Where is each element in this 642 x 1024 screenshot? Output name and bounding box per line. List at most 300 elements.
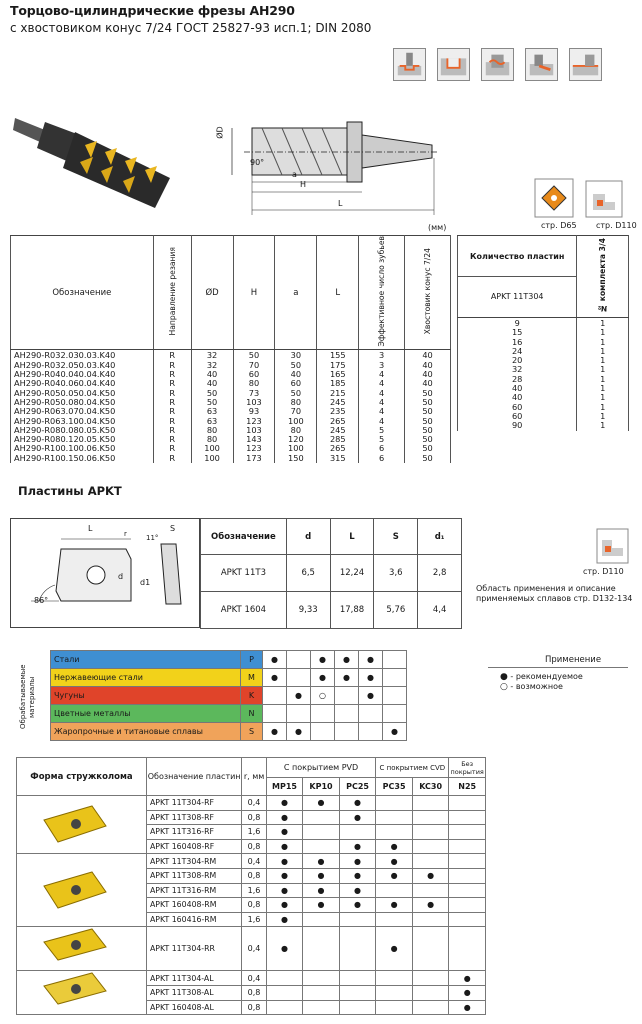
cell: ● bbox=[266, 839, 303, 854]
apkt-label-a2: 86° bbox=[34, 596, 49, 605]
apkt-r1-c1: 9,33 bbox=[286, 592, 330, 629]
insert-al-icon bbox=[40, 968, 110, 1008]
material-dot: ○ bbox=[311, 687, 335, 705]
cell: 50 bbox=[405, 389, 451, 398]
th-cvd: С покрытием CVD bbox=[376, 758, 449, 778]
cell: APKT 11T308-RM bbox=[146, 868, 241, 883]
apkt-title: Пластины APKT bbox=[18, 484, 122, 498]
grade-col-mp15: MP15 bbox=[266, 778, 303, 796]
cell: 50 bbox=[405, 444, 451, 453]
label-h: H bbox=[300, 180, 307, 189]
cell: 40 bbox=[191, 379, 233, 388]
cell bbox=[376, 912, 413, 927]
cell bbox=[412, 825, 449, 840]
cell: APKT 11T308-AL bbox=[146, 985, 241, 1000]
cell: ● bbox=[303, 854, 340, 869]
insert-rf-icon bbox=[40, 800, 110, 846]
cell: 40 bbox=[191, 370, 233, 379]
application-chart-icon bbox=[585, 180, 623, 218]
apkt-label-a1: 11° bbox=[146, 534, 159, 542]
th-set: № комплекта 3/4 bbox=[598, 237, 608, 313]
cell: APKT 11T304-AL bbox=[146, 971, 241, 986]
material-dot bbox=[287, 651, 311, 669]
cell: 1 bbox=[577, 421, 629, 430]
cell: APKT 11T316-RF bbox=[146, 825, 241, 840]
ref-d110-2: стр. D110 bbox=[583, 567, 624, 576]
cell: AH290-R063.100.04.K50 bbox=[11, 417, 154, 426]
cell: 60 bbox=[275, 379, 317, 388]
cell bbox=[449, 927, 486, 971]
th-r: r, мм bbox=[242, 758, 266, 796]
legend-rec-row bbox=[500, 672, 583, 683]
cell: 40 bbox=[458, 384, 577, 393]
cell bbox=[412, 854, 449, 869]
cell bbox=[266, 971, 303, 986]
cell bbox=[339, 985, 376, 1000]
material-dot bbox=[287, 669, 311, 687]
cell: ● bbox=[449, 985, 486, 1000]
cell: 1 bbox=[577, 365, 629, 374]
cell: 50 bbox=[405, 398, 451, 407]
cell bbox=[303, 971, 340, 986]
material-dot: ● bbox=[287, 687, 311, 705]
cell bbox=[339, 1000, 376, 1015]
th-d: ØD bbox=[191, 236, 233, 350]
apkt-r0-c2: 12,24 bbox=[330, 555, 374, 592]
cell: 70 bbox=[275, 407, 317, 416]
material-dot: ● bbox=[263, 651, 287, 669]
material-dot bbox=[383, 687, 407, 705]
cell bbox=[412, 810, 449, 825]
cell: R bbox=[153, 350, 191, 361]
material-dot: ● bbox=[263, 723, 287, 741]
cell: R bbox=[153, 435, 191, 444]
cell bbox=[412, 796, 449, 811]
cell: AH290-R040.060.04.K40 bbox=[11, 379, 154, 388]
cell bbox=[303, 985, 340, 1000]
cell bbox=[303, 810, 340, 825]
insert-qty-table bbox=[457, 235, 629, 431]
cell: ● bbox=[266, 927, 303, 971]
cell bbox=[339, 912, 376, 927]
cell: ● bbox=[303, 796, 340, 811]
apkt-th-3: S bbox=[374, 519, 418, 555]
material-dot: ● bbox=[335, 651, 359, 669]
page-subtitle: с хвостовиком конус 7/24 ГОСТ 25827-93 исп.1; DIN 2080 bbox=[10, 21, 372, 35]
cell: 50 bbox=[405, 417, 451, 426]
material-row bbox=[51, 669, 407, 687]
cell: ● bbox=[449, 1000, 486, 1015]
cell: ● bbox=[266, 912, 303, 927]
cell: R bbox=[153, 379, 191, 388]
apkt-r0-c1: 6,5 bbox=[286, 555, 330, 592]
cell: 185 bbox=[317, 379, 359, 388]
cell bbox=[339, 825, 376, 840]
apkt-r1-c0: APKT 1604 bbox=[201, 592, 287, 629]
face-milling-icon bbox=[393, 48, 426, 81]
label-l: L bbox=[338, 199, 343, 208]
cell: 1 bbox=[577, 318, 629, 329]
cell: 80 bbox=[275, 426, 317, 435]
cell: 1 bbox=[577, 403, 629, 412]
cell: ● bbox=[266, 825, 303, 840]
cell: 60 bbox=[458, 403, 577, 412]
cell: 4 bbox=[359, 379, 405, 388]
cell: 50 bbox=[405, 454, 451, 463]
cell: 0,4 bbox=[242, 796, 266, 811]
label-d: ØD bbox=[215, 126, 225, 139]
material-name: Нержавеющие стали bbox=[51, 669, 241, 687]
cell: ● bbox=[376, 898, 413, 913]
cell: AH290-R040.040.04.K40 bbox=[11, 370, 154, 379]
cell: 0,4 bbox=[242, 927, 266, 971]
label-angle: 90° bbox=[250, 158, 265, 167]
cell: R bbox=[153, 389, 191, 398]
cell bbox=[412, 927, 449, 971]
cell: 40 bbox=[405, 361, 451, 370]
material-name: Цветные металлы bbox=[51, 705, 241, 723]
unit-label: (мм) bbox=[428, 223, 447, 232]
cell: 315 bbox=[317, 454, 359, 463]
cell: APKT 160408-RM bbox=[146, 898, 241, 913]
cell: ● bbox=[266, 868, 303, 883]
cell: ● bbox=[376, 839, 413, 854]
cell: 32 bbox=[191, 350, 233, 361]
cell bbox=[376, 825, 413, 840]
material-dot: ● bbox=[383, 723, 407, 741]
apkt-label-r: r bbox=[124, 530, 127, 538]
apkt-r1-c2: 17,88 bbox=[330, 592, 374, 629]
grade-col-pc25: PC25 bbox=[339, 778, 376, 796]
cell: 100 bbox=[275, 417, 317, 426]
cell: 265 bbox=[317, 417, 359, 426]
cell bbox=[449, 898, 486, 913]
insert-drawing bbox=[11, 519, 199, 627]
cell: 6 bbox=[359, 444, 405, 453]
cell: 143 bbox=[233, 435, 275, 444]
cell: AH290-R032.050.03.K40 bbox=[11, 361, 154, 370]
cell bbox=[303, 1000, 340, 1015]
material-row bbox=[51, 651, 407, 669]
cell: 103 bbox=[233, 426, 275, 435]
cell: APKT 11T304-RM bbox=[146, 854, 241, 869]
material-dot: ● bbox=[311, 669, 335, 687]
cell: 1 bbox=[577, 347, 629, 356]
cell: AH290-R032.030.03.K40 bbox=[11, 350, 154, 361]
cell: 32 bbox=[458, 365, 577, 374]
application-chart-icon-2 bbox=[596, 528, 629, 564]
cell: R bbox=[153, 370, 191, 379]
cell: APKT 11T316-RM bbox=[146, 883, 241, 898]
page-title: Торцово-цилиндрические фрезы AH290 bbox=[10, 3, 295, 18]
apkt-note: Область применения и описание применяемых сплавов стр. D132-134 bbox=[476, 584, 633, 603]
cell: ● bbox=[376, 868, 413, 883]
cell: 40 bbox=[405, 370, 451, 379]
material-name: Жаропрочные и титановые сплавы bbox=[51, 723, 241, 741]
insert-rr-icon bbox=[40, 924, 110, 964]
material-dot bbox=[311, 705, 335, 723]
apkt-r1-c4: 4,4 bbox=[418, 592, 462, 629]
insert-rm-icon bbox=[40, 866, 110, 912]
cell: 0,8 bbox=[242, 810, 266, 825]
cell: 32 bbox=[191, 361, 233, 370]
cell bbox=[303, 839, 340, 854]
cell: 285 bbox=[317, 435, 359, 444]
apkt-th-2: L bbox=[330, 519, 374, 555]
cell: AH290-R063.070.04.K50 bbox=[11, 407, 154, 416]
insert-shape-icon bbox=[534, 178, 574, 218]
cell bbox=[412, 883, 449, 898]
material-dot bbox=[359, 723, 383, 741]
cell: 245 bbox=[317, 426, 359, 435]
cell bbox=[412, 912, 449, 927]
material-code: P bbox=[241, 651, 263, 669]
main-table bbox=[10, 235, 451, 463]
cell: 1 bbox=[577, 328, 629, 337]
cell: 63 bbox=[191, 407, 233, 416]
cell: AH290-R100.100.06.K50 bbox=[11, 444, 154, 453]
slot-milling-icon bbox=[437, 48, 470, 81]
cell: ● bbox=[339, 854, 376, 869]
cell: 103 bbox=[233, 398, 275, 407]
material-dot: ● bbox=[335, 669, 359, 687]
apkt-label-s: S bbox=[170, 524, 176, 533]
cell: 80 bbox=[233, 379, 275, 388]
cell: R bbox=[153, 444, 191, 453]
cell: 40 bbox=[458, 393, 577, 402]
material-dot: ● bbox=[359, 687, 383, 705]
cell: 4 bbox=[359, 417, 405, 426]
cell: 50 bbox=[191, 389, 233, 398]
cell: 50 bbox=[275, 389, 317, 398]
cell: ● bbox=[412, 868, 449, 883]
cell: 80 bbox=[191, 426, 233, 435]
cell bbox=[266, 1000, 303, 1015]
cell: 50 bbox=[275, 361, 317, 370]
cell: 4 bbox=[359, 389, 405, 398]
ramping-icon bbox=[525, 48, 558, 81]
cell: AH290-R100.150.06.K50 bbox=[11, 454, 154, 463]
cell: 1 bbox=[577, 384, 629, 393]
legend-pos-row bbox=[500, 682, 563, 693]
th-designation: Обозначение bbox=[11, 236, 154, 350]
cell: 1 bbox=[577, 356, 629, 365]
apkt-label-d: d bbox=[118, 572, 124, 581]
cell bbox=[449, 868, 486, 883]
grade-col-kp10: KP10 bbox=[303, 778, 340, 796]
table-row bbox=[11, 454, 451, 463]
cell: APKT 160408-RF bbox=[146, 839, 241, 854]
cell bbox=[449, 883, 486, 898]
cell: 40 bbox=[405, 350, 451, 361]
material-code: N bbox=[241, 705, 263, 723]
th-pvd: С покрытием PVD bbox=[266, 758, 376, 778]
cell bbox=[376, 796, 413, 811]
material-row bbox=[51, 723, 407, 741]
cell: 5 bbox=[359, 435, 405, 444]
cell: ● bbox=[266, 898, 303, 913]
apkt-label-l: L bbox=[88, 524, 93, 533]
cell: 60 bbox=[233, 370, 275, 379]
table-row bbox=[458, 421, 629, 430]
cell: 70 bbox=[233, 361, 275, 370]
material-code: K bbox=[241, 687, 263, 705]
materials-table bbox=[50, 650, 407, 741]
cell: R bbox=[153, 417, 191, 426]
cell: 40 bbox=[405, 379, 451, 388]
cell: 6 bbox=[359, 454, 405, 463]
cell bbox=[449, 854, 486, 869]
cell: 4 bbox=[359, 398, 405, 407]
cell: APKT 11T304-RF bbox=[146, 796, 241, 811]
cell: ● bbox=[266, 796, 303, 811]
cell: R bbox=[153, 426, 191, 435]
cell bbox=[339, 971, 376, 986]
cell: 1,6 bbox=[242, 825, 266, 840]
cell: 100 bbox=[191, 444, 233, 453]
apkt-drawing-box bbox=[10, 518, 200, 628]
cell: 9 bbox=[458, 318, 577, 329]
cell: 50 bbox=[191, 398, 233, 407]
grade-col-n25: N25 bbox=[449, 778, 486, 796]
cell bbox=[449, 810, 486, 825]
cell: 0,8 bbox=[242, 868, 266, 883]
cell: R bbox=[153, 361, 191, 370]
label-a: a bbox=[292, 170, 297, 179]
materials-side-box bbox=[16, 650, 44, 744]
cell: 50 bbox=[405, 407, 451, 416]
cell bbox=[376, 985, 413, 1000]
legend-divider bbox=[488, 667, 628, 668]
cell: 3 bbox=[359, 350, 405, 361]
cell: 0,4 bbox=[242, 971, 266, 986]
cell bbox=[412, 971, 449, 986]
cell: ● bbox=[339, 883, 376, 898]
cell bbox=[376, 883, 413, 898]
cell: ● bbox=[339, 868, 376, 883]
cell: 120 bbox=[275, 435, 317, 444]
cell: ● bbox=[339, 839, 376, 854]
cell: 0,8 bbox=[242, 898, 266, 913]
cell: ● bbox=[266, 854, 303, 869]
th-shank: Хвостовик конус 7/24 bbox=[423, 248, 433, 335]
cell: 1 bbox=[577, 412, 629, 421]
cell: 1,6 bbox=[242, 912, 266, 927]
cell bbox=[376, 810, 413, 825]
apkt-r0-c4: 2,8 bbox=[418, 555, 462, 592]
cell: 165 bbox=[317, 370, 359, 379]
cell: 4 bbox=[359, 407, 405, 416]
apkt-r1-c3: 5,76 bbox=[374, 592, 418, 629]
cell: 80 bbox=[191, 435, 233, 444]
th-teeth: Эффективное число зубьев bbox=[377, 236, 387, 347]
cell: 73 bbox=[233, 389, 275, 398]
legend-title: Применение bbox=[545, 655, 602, 665]
cell: 155 bbox=[317, 350, 359, 361]
cell: ● bbox=[303, 883, 340, 898]
cell: 50 bbox=[405, 435, 451, 444]
cell: ● bbox=[303, 898, 340, 913]
materials-side-label: Обрабатываемые материалы bbox=[19, 664, 36, 730]
th-qty: Количество пластин bbox=[458, 236, 576, 277]
apkt-th-4: d₁ bbox=[418, 519, 462, 555]
cell: 24 bbox=[458, 347, 577, 356]
cell: 90 bbox=[458, 421, 577, 430]
cell: R bbox=[153, 407, 191, 416]
cell bbox=[449, 796, 486, 811]
cell: 30 bbox=[275, 350, 317, 361]
cell: ● bbox=[412, 898, 449, 913]
apkt-r0-c3: 3,6 bbox=[374, 555, 418, 592]
ref-d110: стр. D110 bbox=[596, 221, 637, 230]
cell: 100 bbox=[191, 454, 233, 463]
cell: 100 bbox=[275, 444, 317, 453]
cell: 3 bbox=[359, 361, 405, 370]
material-dot bbox=[335, 705, 359, 723]
cell: ● bbox=[339, 796, 376, 811]
cell: 16 bbox=[458, 338, 577, 347]
cell: 215 bbox=[317, 389, 359, 398]
cell: ● bbox=[266, 810, 303, 825]
cell bbox=[449, 825, 486, 840]
legend-recommended: - рекомендуемое bbox=[510, 672, 583, 681]
material-dot bbox=[311, 723, 335, 741]
material-dot bbox=[263, 687, 287, 705]
cell: 245 bbox=[317, 398, 359, 407]
grade-col-kc30: KC30 bbox=[412, 778, 449, 796]
legend-possible: - возможное bbox=[510, 682, 563, 691]
cell: APKT 160408-AL bbox=[146, 1000, 241, 1015]
cell bbox=[339, 927, 376, 971]
cell: 175 bbox=[317, 361, 359, 370]
cell: ● bbox=[339, 898, 376, 913]
material-dot: ● bbox=[359, 669, 383, 687]
material-code: M bbox=[241, 669, 263, 687]
cell: 15 bbox=[458, 328, 577, 337]
material-dot: ● bbox=[311, 651, 335, 669]
material-dot bbox=[383, 669, 407, 687]
cell bbox=[412, 1000, 449, 1015]
cell: 173 bbox=[233, 454, 275, 463]
helical-milling-icon bbox=[481, 48, 514, 81]
cell: ● bbox=[339, 810, 376, 825]
apkt-th-0: Обозначение bbox=[201, 519, 287, 555]
cell: 0,8 bbox=[242, 839, 266, 854]
legend-dot-icon: ● bbox=[500, 672, 508, 682]
cell: 0,8 bbox=[242, 985, 266, 1000]
cell: 1 bbox=[577, 338, 629, 347]
cell: 4 bbox=[359, 370, 405, 379]
material-dot bbox=[263, 705, 287, 723]
th-a: a bbox=[275, 236, 317, 350]
cell: ● bbox=[376, 854, 413, 869]
apkt-r0-c0: APKT 11T3 bbox=[201, 555, 287, 592]
apkt-label-d1: d1 bbox=[140, 578, 151, 587]
material-dot bbox=[383, 651, 407, 669]
th-name: Обозначение пластин bbox=[146, 758, 241, 796]
cell bbox=[412, 839, 449, 854]
cell bbox=[376, 1000, 413, 1015]
cell: 63 bbox=[191, 417, 233, 426]
material-dot bbox=[335, 687, 359, 705]
cell bbox=[376, 971, 413, 986]
cell: 28 bbox=[458, 375, 577, 384]
cell: 150 bbox=[275, 454, 317, 463]
cell: 93 bbox=[233, 407, 275, 416]
th-h: H bbox=[233, 236, 275, 350]
cell: 0,4 bbox=[242, 854, 266, 869]
legend-circle-icon: ○ bbox=[500, 682, 508, 692]
